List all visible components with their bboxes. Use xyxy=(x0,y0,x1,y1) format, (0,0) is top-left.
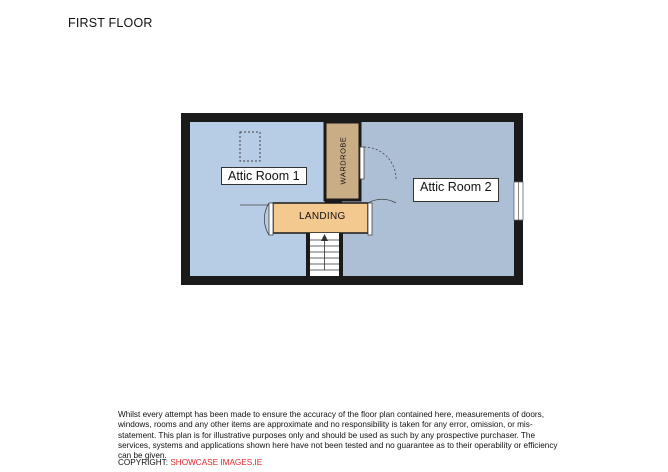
partition-wall-right xyxy=(339,233,343,276)
copyright-line xyxy=(118,458,262,467)
disclaimer-text: Whilst every attempt has been made to ensure the accuracy of the floor plan contained here, measurements of doors, windows, rooms and any other items are approximate and no responsibility is taken for any error, omission, or mis-statement. This plan is for illustrative purposes only and should be used as such by any prospective purchaser. The services, systems and applications shown here have not been tested and no guarantee as to their operability or efficiency can be given. xyxy=(118,410,558,461)
attic-room-1-label: Attic Room 1 xyxy=(221,167,307,185)
landing-label: LANDING xyxy=(299,211,346,222)
attic-room-2-lower xyxy=(342,236,514,276)
attic-room-2-label: Attic Room 2 xyxy=(413,178,499,202)
wardrobe-label: WARDROBE xyxy=(338,136,348,185)
window-right xyxy=(514,182,523,220)
copyright-prefix: COPYRIGHT: xyxy=(118,458,169,467)
staircase xyxy=(310,233,339,276)
partition-wall-left xyxy=(306,233,310,276)
floor-title: FIRST FLOOR xyxy=(68,16,153,30)
copyright-brand: SHOWCASE IMAGES.IE xyxy=(170,458,263,467)
